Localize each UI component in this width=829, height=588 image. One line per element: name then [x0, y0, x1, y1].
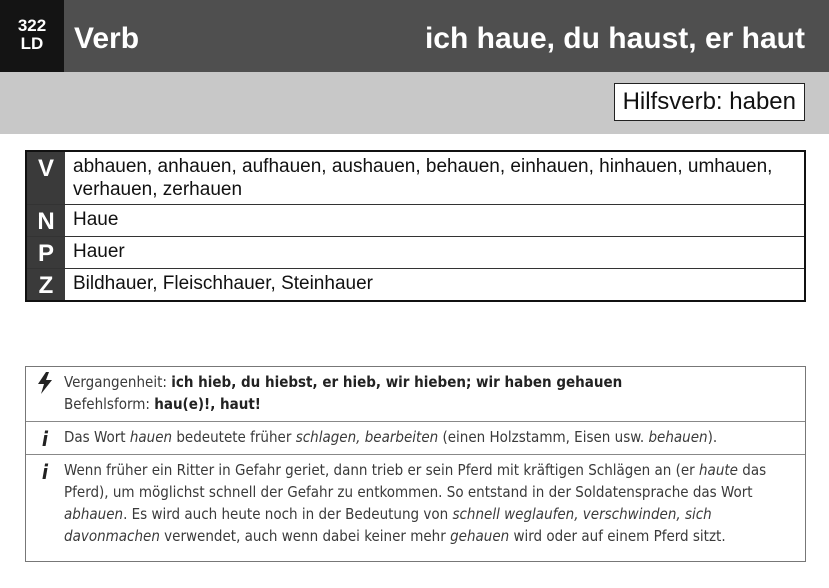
- derivation-letter: Z: [27, 269, 65, 300]
- entry-number: 322: [17, 16, 47, 35]
- note-text: verwendet, auch wenn dabei keiner mehr: [159, 527, 451, 545]
- conjugation-forms: ich haue, du haust, er haut: [424, 22, 805, 55]
- word-class: Verb: [74, 22, 140, 55]
- derivation-row-p: [27, 236, 804, 268]
- note-body: [64, 367, 805, 421]
- derivations-table: [25, 150, 806, 302]
- info-icon: i: [41, 427, 49, 451]
- note-meaning: [26, 421, 805, 454]
- past-value: ich hieb, du hiebst, er hieb, wir hieben; wir haben gehauen: [171, 373, 623, 391]
- past-label: Vergangenheit:: [64, 373, 167, 391]
- note-italic: hauen: [129, 428, 173, 446]
- note-text: wird oder auf einem Pferd sitzt.: [509, 527, 726, 545]
- note-body: [64, 422, 805, 454]
- note-text: bedeutete früher: [172, 428, 296, 446]
- note-italic: abhauen: [64, 505, 124, 523]
- derivation-text: abhauen, anhauen, aufhauen, aushauen, behauen, einhauen, hinhauen, umhauen, verhauen, zerhauen: [73, 156, 773, 200]
- derivation-letter: V: [27, 152, 65, 204]
- derivation-text: Haue: [73, 209, 119, 230]
- derivation-letter: N: [27, 205, 65, 236]
- derivation-row-z: [27, 268, 804, 300]
- note-italic: gehauen: [450, 527, 510, 545]
- derivation-row-n: [27, 204, 804, 236]
- imperative-value: hau(e)!, haut!: [154, 395, 261, 413]
- note-text: . Es wird auch heute noch in der Bedeutung von: [123, 505, 453, 523]
- auxiliary-verb-box: Hilfsverb: haben: [614, 83, 805, 121]
- note-text: das Pferd), um möglichst schnell der Gefahr zu entkommen. So entstand in der Soldatensprache das Wort: [64, 461, 767, 501]
- note-text: ).: [707, 428, 718, 446]
- note-italic: schlagen, bearbeiten: [295, 428, 439, 446]
- note-text: Wenn früher ein Ritter in Gefahr geriet, dann trieb er sein Pferd mit kräftigen Schlägen an (er: [64, 461, 699, 479]
- notes-box: [25, 366, 806, 562]
- derivation-text: Bildhauer, Fleischhauer, Steinhauer: [73, 273, 373, 294]
- derivation-row-v: [27, 152, 804, 204]
- note-text: Das Wort: [64, 428, 130, 446]
- note-italic: haute: [699, 461, 738, 479]
- imperative-label: Befehlsform:: [64, 395, 150, 413]
- info-icon: i: [41, 460, 49, 484]
- entry-code: LD: [20, 34, 44, 53]
- note-italic: schnell weglaufen, verschwinden, sich davonmachen: [64, 505, 712, 545]
- header-bar: [0, 0, 829, 72]
- entry-badge: [0, 0, 64, 72]
- lightning-icon: [26, 367, 64, 421]
- note-etymology: [26, 454, 805, 563]
- note-text: (einen Holzstamm, Eisen usw.: [438, 428, 649, 446]
- note-italic: behauen: [648, 428, 708, 446]
- derivation-text: Hauer: [73, 241, 125, 262]
- derivation-letter: P: [27, 237, 65, 268]
- note-body: [64, 455, 805, 563]
- note-past-tense: [26, 367, 805, 421]
- auxiliary-band: [0, 72, 829, 134]
